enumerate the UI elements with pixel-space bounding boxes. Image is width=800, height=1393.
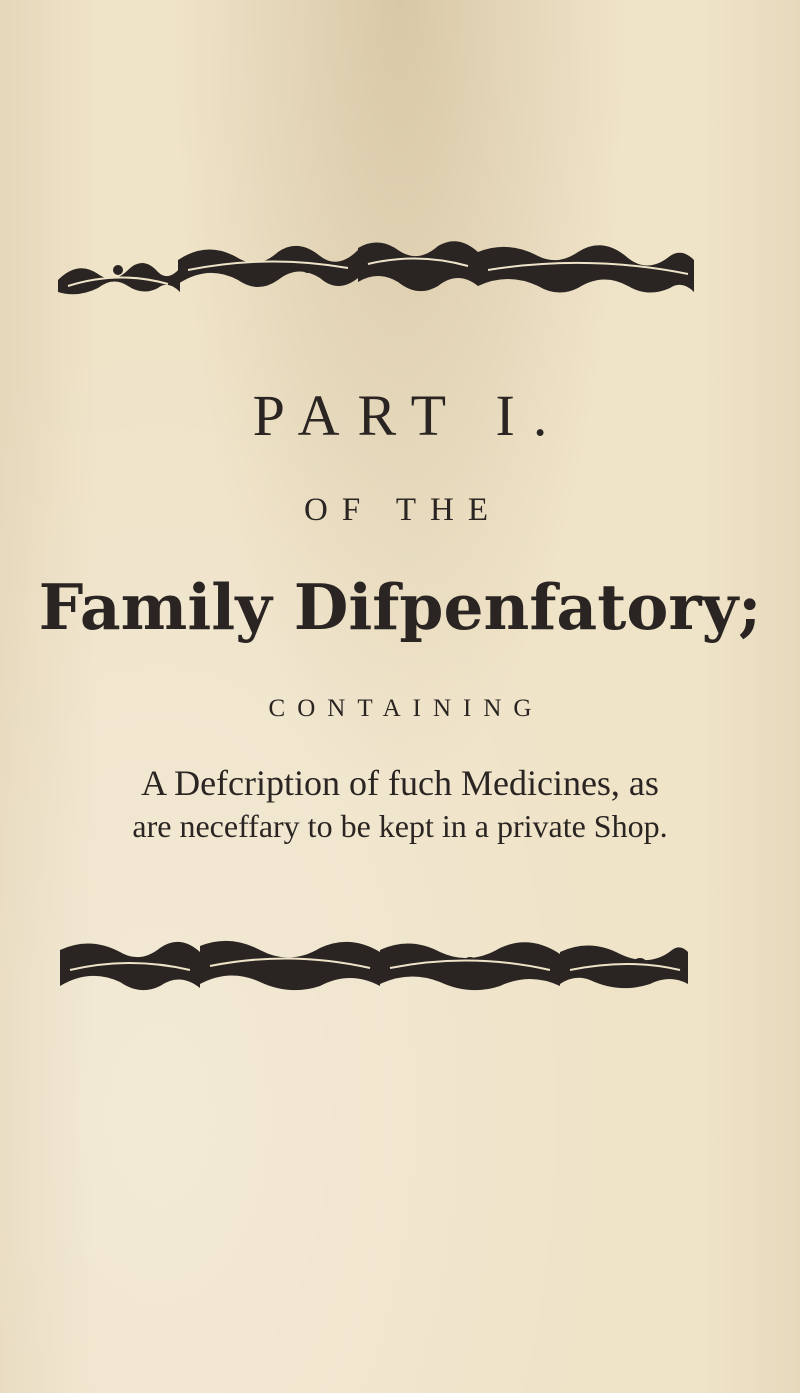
- description-line-1: A Defcription of fuch Medicines, as: [141, 763, 659, 803]
- top-ornament-band: [58, 230, 694, 300]
- floral-ornament-top: [58, 230, 694, 300]
- containing-label: CONTAINING: [268, 695, 544, 722]
- part-heading: PART I.: [252, 383, 566, 448]
- bottom-ornament-band: [60, 930, 688, 996]
- description-text: [60, 762, 740, 848]
- page-title: Family Difpenfatory;: [38, 570, 762, 644]
- description-line-2: are neceffary to be kept in a private Shop.: [132, 808, 668, 844]
- of-the-subheading: OF THE: [304, 492, 502, 528]
- floral-ornament-bottom: [60, 930, 688, 996]
